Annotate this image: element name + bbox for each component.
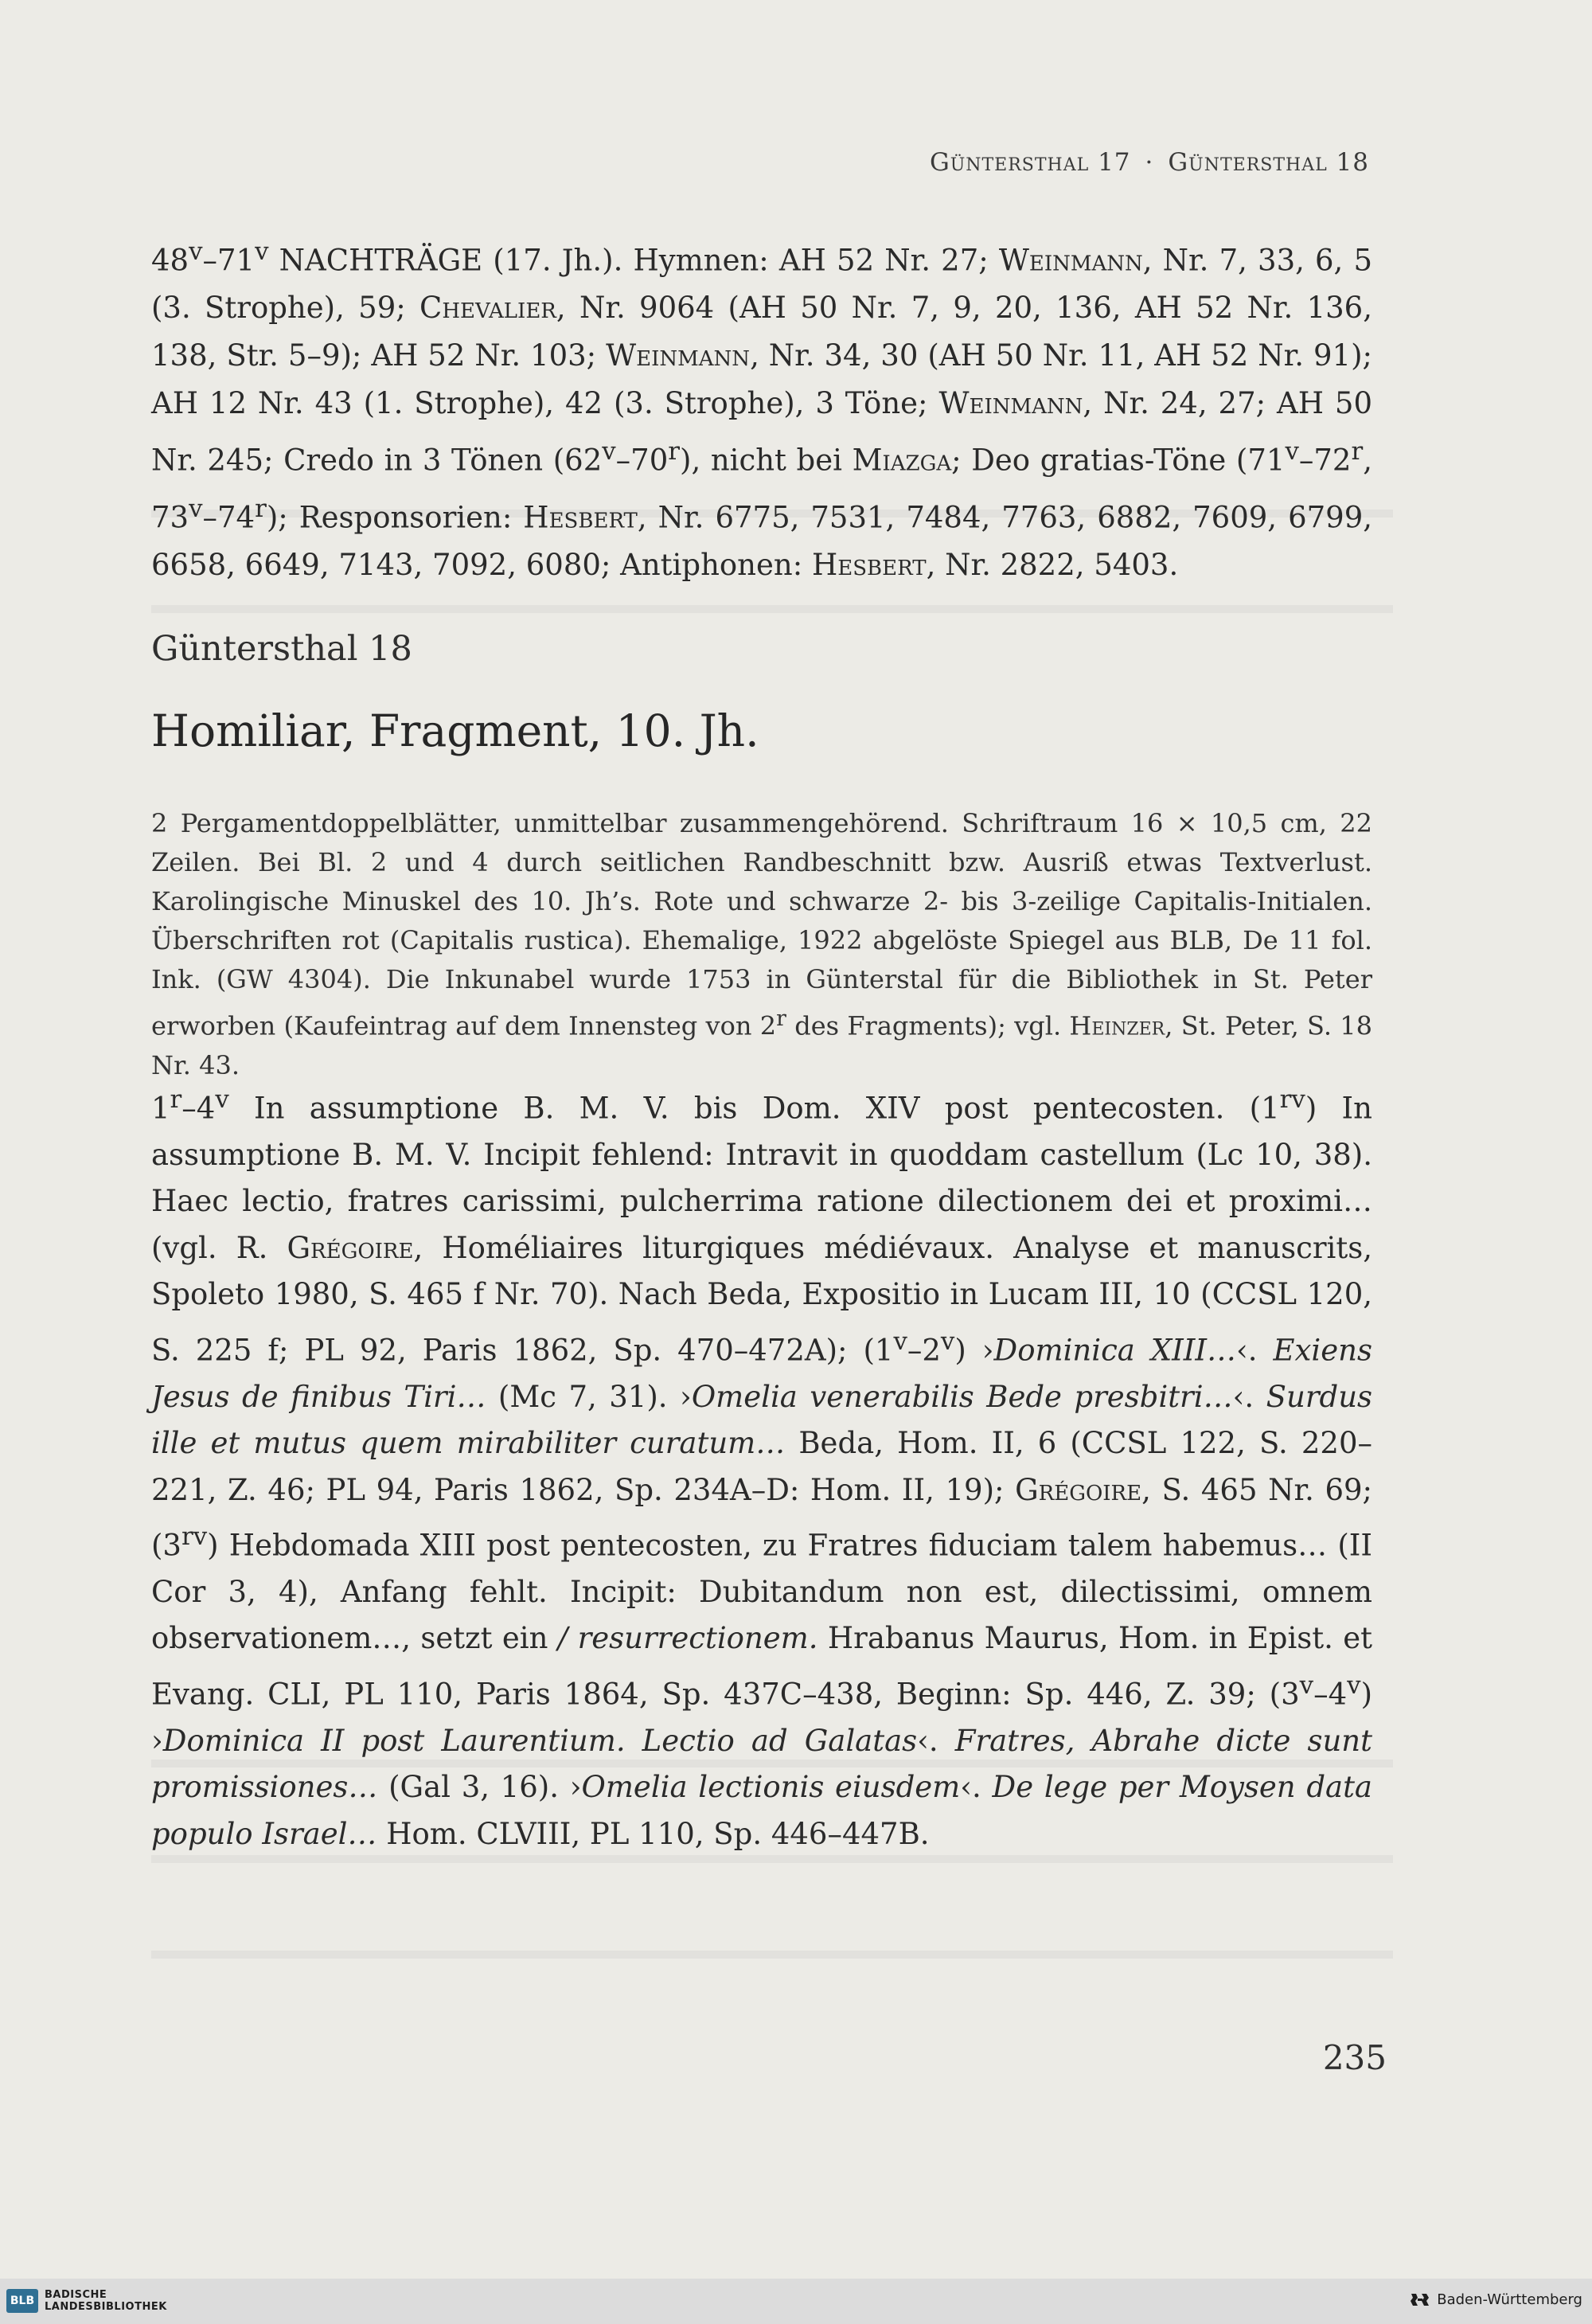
state-name: Baden-Württemberg bbox=[1437, 2291, 1582, 2308]
previous-entry-text: 48$^v$–71$^v$ NACHTRÄGE (17. Jh.). Hymnen: AH 52 Nr. 27; Weinmann, Nr. 7, 33, 6, 5 (3. Strophe), 59; Chevalier, Nr. 9064 (AH 50 Nr. 7, 9, 20, 136, AH 52 Nr. 136, 138, Str. 5–9); AH 52 Nr. 103; Weinmann, Nr. 34, 30 (AH 50 Nr. 11, AH 52 Nr. 91); AH 12 Nr. 43 (1. Strophe), 42 (3. Strophe), 3 Töne; Weinmann, Nr. 24, 27; AH 50 Nr. 245; Credo in 3 Tönen (62$^v$–70$^r$), nicht bei Miazga; Deo gratias-Töne (71$^v$–72$^r$, 73$^v$–74$^r$); Responsorien: Hesbert, Nr. 6775, 7531, 7484, 7763, 6882, 7609, 6799, 6658, 6649, 7143, 7092, 6080; Antiphonen: Hesbert, Nr. 2822, 5403. bbox=[151, 237, 1372, 582]
running-head-right: Güntersthal 18 bbox=[1168, 148, 1369, 177]
manuscript-title: Homiliar, Fragment, 10. Jh. bbox=[151, 705, 759, 756]
contents-description: 1$^r$–4$^v$ In assumptione B. M. V. bis Dom. XIV post pentecosten. $(1^{rv})$ In assumptione B. M. V. Incipit fehlend: Intravit in quoddam castellum (Lc 10, 38). Haec lectio, fratres carissimi, pulcherrima ratione dilectionem dei et proximi… (vgl. R. Grégoire, Homéliaires liturgiques médiévaux. Analyse et manuscrits, Spoleto 1980, S. 465 f Nr. 70). Nach Beda, Expositio in Lucam III, 10 (CCSL 120, S. 225 f; PL 92, Paris 1862, Sp. 470–472A); (1$^v$–2$^v$) ›Dominica XIII…‹. Exiens Jesus de finibus Tiri… (Mc 7, 31). ›Omelia venerabilis Bede presbitri…‹. Surdus ille et mutus quem mirabiliter curatum… Beda, Hom. II, 6 (CCSL 122, S. 220–221, Z. 46; PL 94, Paris 1862, Sp. 234A–D: Hom. II, 19); Grégoire, S. 465 Nr. 69; $(3^{rv})$ Hebdomada XIII post pentecosten, zu Fratres fiduciam talem habemus… (II Cor 3, 4), Anfang fehlt. Incipit: Dubitandum non est, dilectissimi, omnem observationem…, setzt ein / resurrectionem. Hrabanus Maurus, Hom. in Epist. et Evang. CLI, PL 110, Paris 1864, Sp. 437C–438, Beginn: Sp. 446, Z. 39; (3$^v$–4$^v$) ›Dominica II post Laurentium. Lectio ad Galatas‹. Fratres, Abrahe dicte sunt promissiones… (Gal 3, 16). ›Omelia lectionis eiusdem‹. De lege per Moysen data populo Israel… Hom. CLVIII, PL 110, Sp. 446–447B. bbox=[151, 1085, 1373, 1851]
shelfmark-heading: Güntersthal 18 bbox=[151, 629, 412, 669]
bleed-through-line bbox=[151, 1951, 1393, 1959]
viewer-footer bbox=[0, 2279, 1592, 2324]
bleed-through-line bbox=[151, 605, 1393, 613]
blb-logo-icon[interactable]: BLB bbox=[6, 2289, 38, 2313]
physical-description: 2 Pergamentdoppelblätter, unmittelbar zusammengehörend. Schriftraum 16 × 10,5 cm, 22 Zeilen. Bei Bl. 2 und 4 durch seitlichen Randbeschnitt bzw. Ausriß etwas Textverlust. Karolingische Minuskel des 10. Jh’s. Rote und schwarze 2- bis 3-zeilige Capitalis-Initialen. Überschriften rot (Capitalis rustica). Ehemalige, 1922 abgelöste Spiegel aus BLB, De 11 fol. Ink. (GW 4304). Die Inkunabel wurde 1753 in Günterstal für die Bibliothek in St. Peter erworben (Kaufeintrag auf dem Innensteg von 2$^r$ des Fragments); vgl. Heinzer, St. Peter, S. 18 Nr. 43. bbox=[151, 808, 1373, 1080]
page-number: 235 bbox=[1322, 2038, 1387, 2077]
running-head-separator: · bbox=[1145, 148, 1154, 177]
running-head-left: Güntersthal 17 bbox=[929, 148, 1131, 177]
running-head bbox=[930, 148, 1369, 177]
library-name: BADISCHE LANDESBIBLIOTHEK bbox=[45, 2289, 167, 2313]
state-logo[interactable] bbox=[1408, 2291, 1582, 2309]
coat-of-arms-icon bbox=[1408, 2291, 1432, 2309]
